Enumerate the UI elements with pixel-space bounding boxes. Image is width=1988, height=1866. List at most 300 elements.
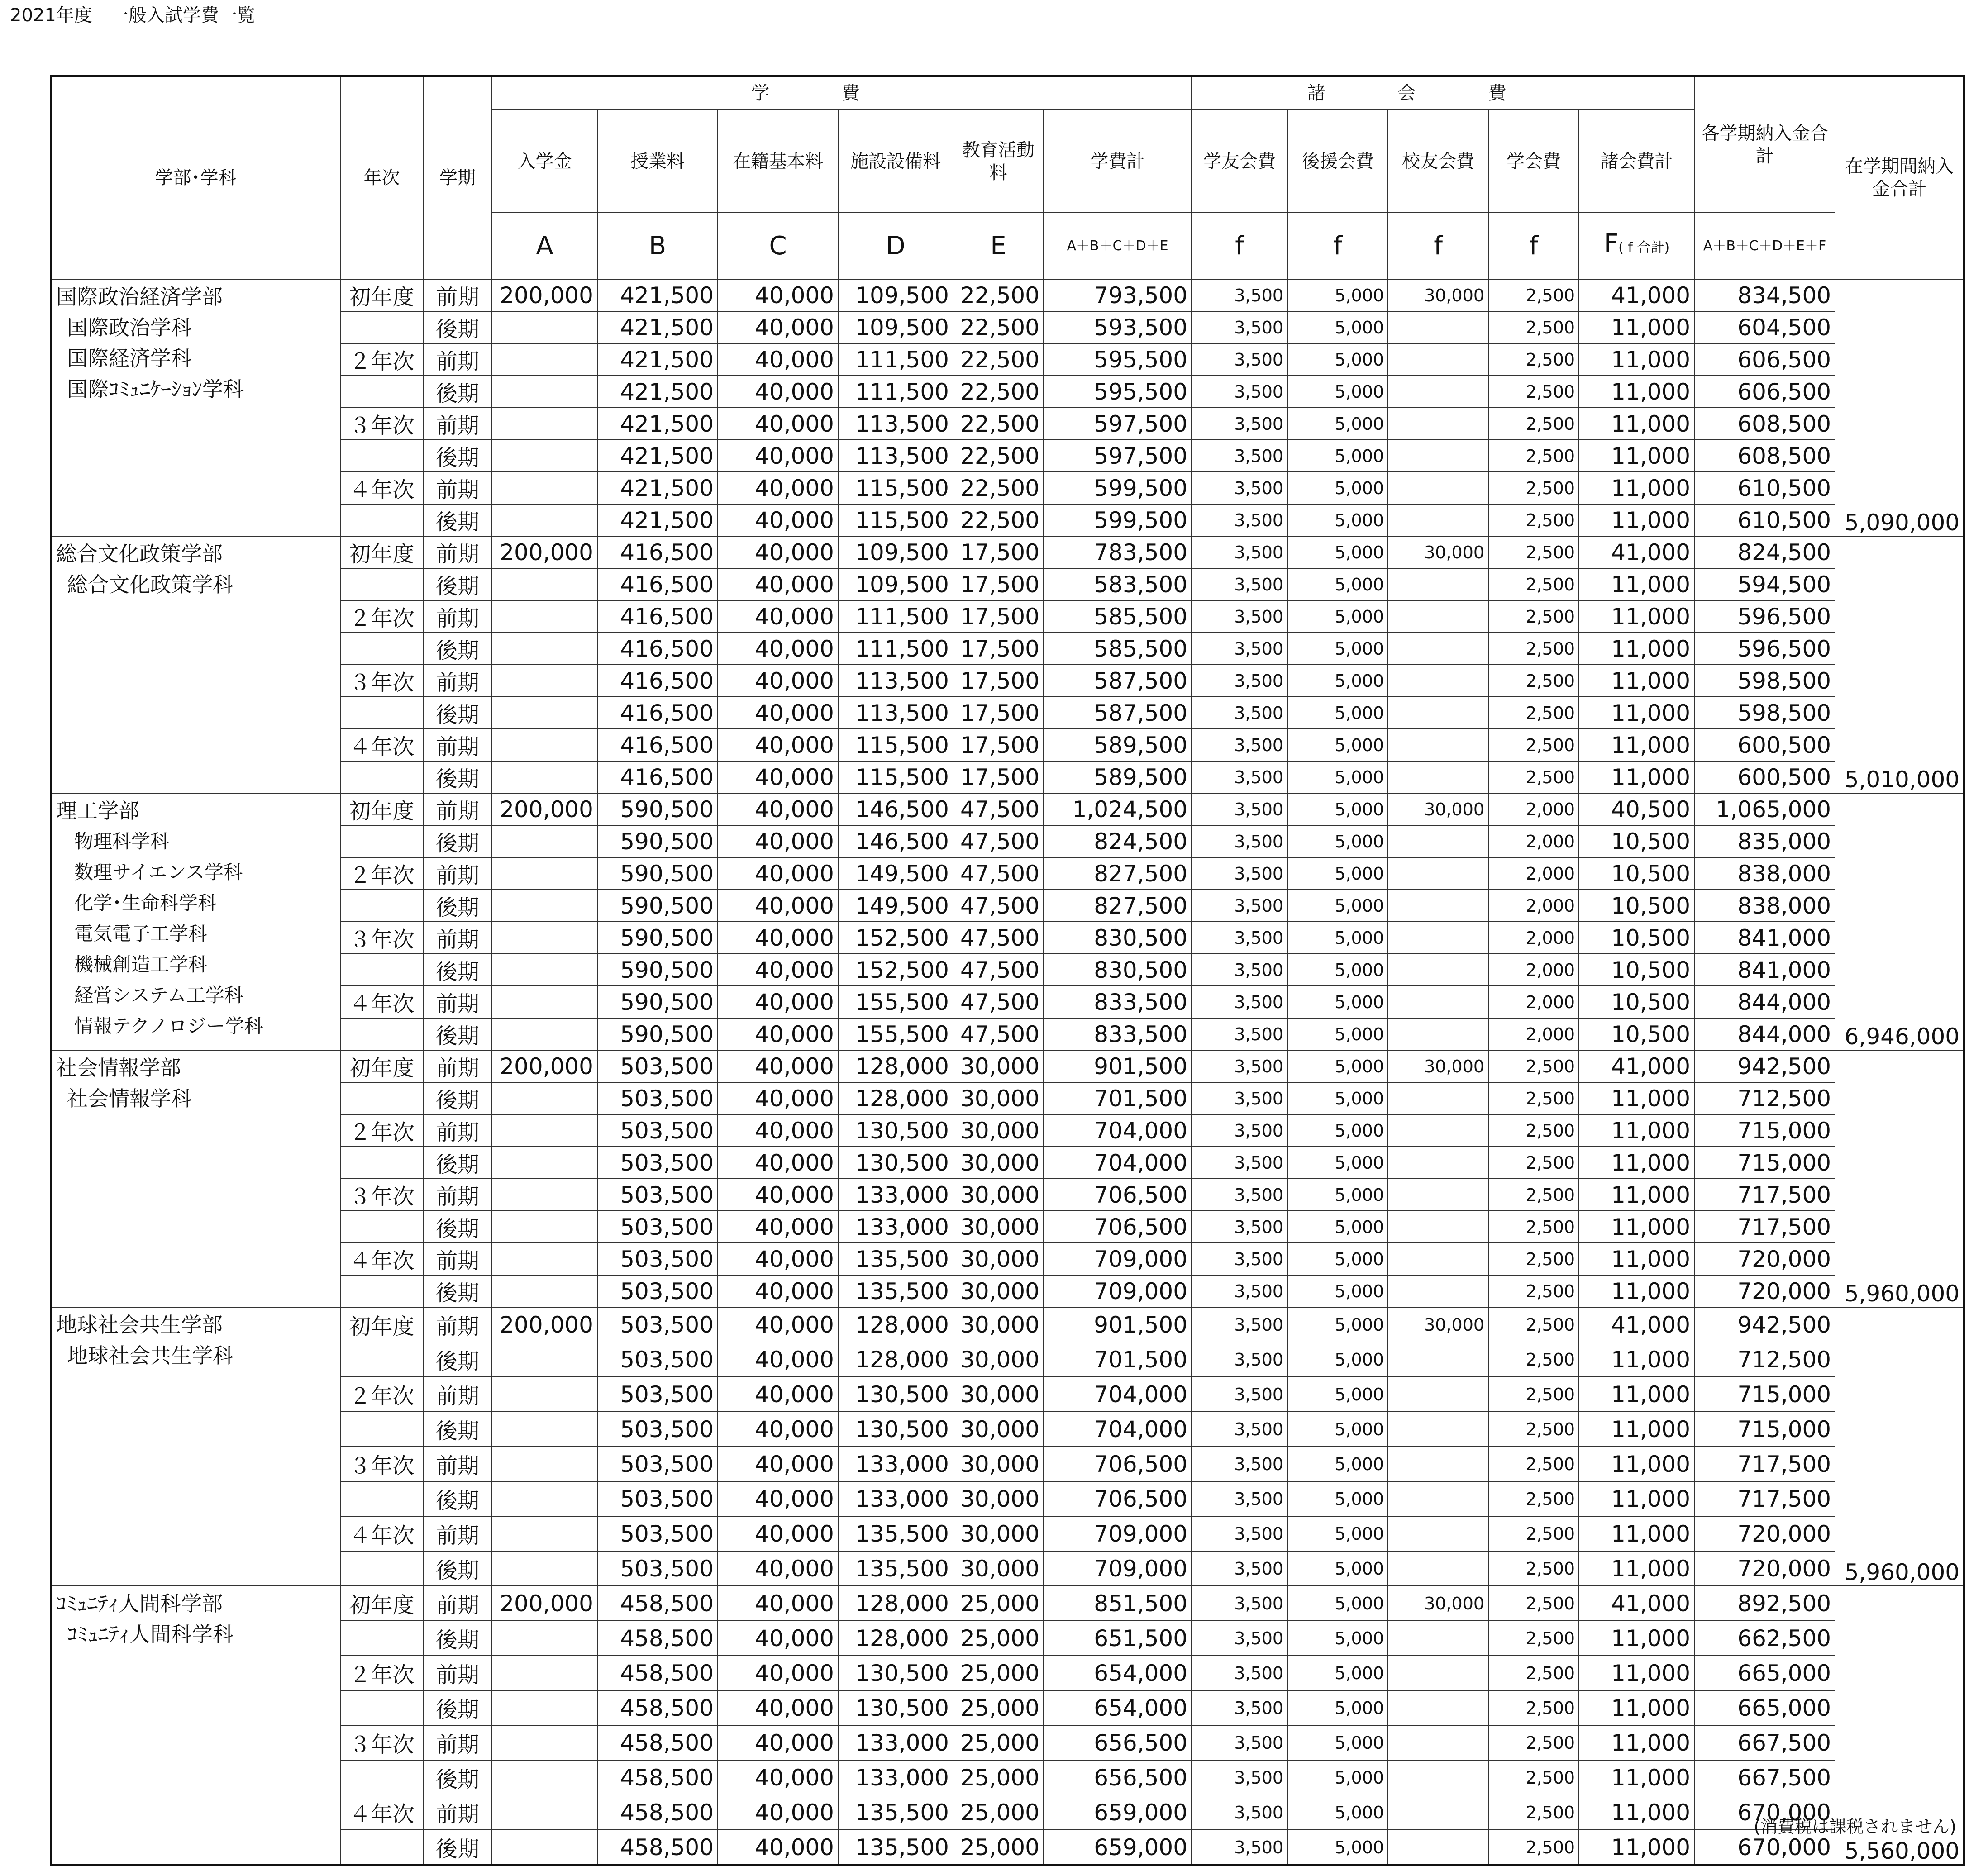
enroll-cell: 40,000 bbox=[718, 1795, 838, 1830]
support-assoc-cell: 5,000 bbox=[1287, 536, 1388, 568]
academic-cell: 2,500 bbox=[1488, 1551, 1579, 1586]
sem-total-cell: 844,000 bbox=[1694, 1018, 1835, 1050]
alumni-cell bbox=[1388, 1551, 1488, 1586]
semester-cell: 前期 bbox=[423, 665, 492, 697]
support-assoc-cell: 5,000 bbox=[1287, 472, 1388, 504]
year-cell bbox=[340, 440, 423, 472]
support-assoc-cell: 5,000 bbox=[1287, 311, 1388, 343]
tuition-total-cell: 585,500 bbox=[1044, 600, 1192, 633]
semester-cell: 後期 bbox=[423, 1082, 492, 1114]
facility-cell: 128,000 bbox=[838, 1342, 953, 1377]
student-assoc-cell: 3,500 bbox=[1192, 1481, 1287, 1516]
support-assoc-cell: 5,000 bbox=[1287, 440, 1388, 472]
entrance-cell bbox=[492, 1725, 597, 1760]
year-cell bbox=[340, 633, 423, 665]
student-assoc-cell: 3,500 bbox=[1192, 1082, 1287, 1114]
semester-cell: 前期 bbox=[423, 1656, 492, 1690]
alumni-cell bbox=[1388, 1211, 1488, 1243]
sem-total-cell: 606,500 bbox=[1694, 376, 1835, 408]
faculty-name: 国際政治経済学部 bbox=[56, 285, 223, 309]
student-assoc-cell: 3,500 bbox=[1192, 279, 1287, 311]
alumni-cell: 30,000 bbox=[1388, 279, 1488, 311]
sem-total-cell: 665,000 bbox=[1694, 1690, 1835, 1725]
enroll-cell: 40,000 bbox=[718, 408, 838, 440]
fee-table bbox=[50, 75, 1965, 1866]
semester-cell: 前期 bbox=[423, 1447, 492, 1481]
tuition-total-cell: 901,500 bbox=[1044, 1307, 1192, 1342]
edu-cell: 25,000 bbox=[953, 1656, 1044, 1690]
entrance-cell bbox=[492, 761, 597, 793]
facility-cell: 111,500 bbox=[838, 343, 953, 376]
tuition-cell: 503,500 bbox=[597, 1114, 718, 1147]
department-name: 機械創造工学科 bbox=[74, 953, 208, 976]
sem-total-cell: 841,000 bbox=[1694, 954, 1835, 986]
semester-cell: 前期 bbox=[423, 1586, 492, 1621]
entrance-cell bbox=[492, 1412, 597, 1447]
entrance-cell bbox=[492, 1656, 597, 1690]
entrance-cell bbox=[492, 922, 597, 954]
sem-total-cell: 610,500 bbox=[1694, 472, 1835, 504]
alumni-cell bbox=[1388, 1147, 1488, 1179]
alumni-cell bbox=[1388, 568, 1488, 600]
alumni-cell bbox=[1388, 697, 1488, 729]
all-period-total-cell: 5,010,000 bbox=[1835, 536, 1964, 793]
semester-cell: 後期 bbox=[423, 1018, 492, 1050]
edu-cell: 47,500 bbox=[953, 986, 1044, 1018]
enroll-cell: 40,000 bbox=[718, 761, 838, 793]
edu-cell: 25,000 bbox=[953, 1760, 1044, 1795]
tuition-cell: 458,500 bbox=[597, 1621, 718, 1656]
enroll-cell: 40,000 bbox=[718, 825, 838, 857]
support-assoc-cell: 5,000 bbox=[1287, 890, 1388, 922]
support-assoc-cell: 5,000 bbox=[1287, 1114, 1388, 1147]
tuition-total-cell: 656,500 bbox=[1044, 1725, 1192, 1760]
academic-cell: 2,500 bbox=[1488, 376, 1579, 408]
assoc-total-cell: 11,000 bbox=[1579, 1516, 1694, 1551]
student-assoc-cell: 3,500 bbox=[1192, 633, 1287, 665]
code-total: A＋B＋C＋D＋E＋F bbox=[1694, 213, 1835, 279]
facility-cell: 111,500 bbox=[838, 633, 953, 665]
code-F-letter: F bbox=[1603, 229, 1619, 258]
year-cell: ３年次 bbox=[340, 665, 423, 697]
year-cell: 初年度 bbox=[340, 793, 423, 825]
semester-cell: 後期 bbox=[423, 1551, 492, 1586]
year-cell: 初年度 bbox=[340, 1586, 423, 1621]
entrance-cell: 200,000 bbox=[492, 279, 597, 311]
table-row bbox=[51, 1307, 1964, 1342]
entrance-cell bbox=[492, 890, 597, 922]
edu-cell: 17,500 bbox=[953, 600, 1044, 633]
tuition-total-cell: 597,500 bbox=[1044, 408, 1192, 440]
facility-cell: 113,500 bbox=[838, 665, 953, 697]
assoc-total-cell: 11,000 bbox=[1579, 504, 1694, 536]
assoc-total-cell: 41,000 bbox=[1579, 1050, 1694, 1082]
enroll-cell: 40,000 bbox=[718, 793, 838, 825]
assoc-total-cell: 11,000 bbox=[1579, 1243, 1694, 1275]
tuition-total-cell: 659,000 bbox=[1044, 1830, 1192, 1865]
facility-cell: 109,500 bbox=[838, 536, 953, 568]
edu-cell: 30,000 bbox=[953, 1050, 1044, 1082]
tuition-cell: 421,500 bbox=[597, 504, 718, 536]
enroll-cell: 40,000 bbox=[718, 1018, 838, 1050]
assoc-total-cell: 11,000 bbox=[1579, 1377, 1694, 1412]
alumni-cell bbox=[1388, 1412, 1488, 1447]
support-assoc-cell: 5,000 bbox=[1287, 1377, 1388, 1412]
tuition-total-cell: 595,500 bbox=[1044, 343, 1192, 376]
year-cell bbox=[340, 568, 423, 600]
facility-cell: 130,500 bbox=[838, 1114, 953, 1147]
assoc-total-cell: 10,500 bbox=[1579, 986, 1694, 1018]
entrance-cell: 200,000 bbox=[492, 1307, 597, 1342]
facility-cell: 128,000 bbox=[838, 1621, 953, 1656]
assoc-total-cell: 41,000 bbox=[1579, 536, 1694, 568]
assoc-total-cell: 11,000 bbox=[1579, 1551, 1694, 1586]
student-assoc-cell: 3,500 bbox=[1192, 729, 1287, 761]
academic-cell: 2,500 bbox=[1488, 600, 1579, 633]
semester-cell: 後期 bbox=[423, 1481, 492, 1516]
semester-cell: 後期 bbox=[423, 1830, 492, 1865]
sem-total-cell: 600,500 bbox=[1694, 761, 1835, 793]
facility-cell: 135,500 bbox=[838, 1830, 953, 1865]
tuition-total-cell: 654,000 bbox=[1044, 1656, 1192, 1690]
assoc-total-cell: 11,000 bbox=[1579, 1342, 1694, 1377]
student-assoc-cell: 3,500 bbox=[1192, 890, 1287, 922]
tuition-cell: 503,500 bbox=[597, 1147, 718, 1179]
alumni-cell: 30,000 bbox=[1388, 536, 1488, 568]
academic-cell: 2,000 bbox=[1488, 890, 1579, 922]
facility-cell: 135,500 bbox=[838, 1551, 953, 1586]
edu-cell: 17,500 bbox=[953, 761, 1044, 793]
header-semester: 学期 bbox=[423, 76, 492, 279]
sem-total-cell: 670,000 bbox=[1694, 1795, 1835, 1830]
academic-cell: 2,500 bbox=[1488, 1082, 1579, 1114]
assoc-total-cell: 11,000 bbox=[1579, 408, 1694, 440]
support-assoc-cell: 5,000 bbox=[1287, 697, 1388, 729]
edu-cell: 30,000 bbox=[953, 1307, 1044, 1342]
entrance-cell bbox=[492, 1114, 597, 1147]
assoc-total-cell: 11,000 bbox=[1579, 761, 1694, 793]
facility-cell: 109,500 bbox=[838, 279, 953, 311]
sem-total-cell: 720,000 bbox=[1694, 1275, 1835, 1307]
tuition-cell: 503,500 bbox=[597, 1481, 718, 1516]
tuition-total-cell: 595,500 bbox=[1044, 376, 1192, 408]
tuition-cell: 503,500 bbox=[597, 1211, 718, 1243]
student-assoc-cell: 3,500 bbox=[1192, 922, 1287, 954]
tuition-cell: 421,500 bbox=[597, 376, 718, 408]
tuition-total-cell: 706,500 bbox=[1044, 1211, 1192, 1243]
academic-cell: 2,000 bbox=[1488, 922, 1579, 954]
sem-total-cell: 717,500 bbox=[1694, 1447, 1835, 1481]
tuition-cell: 503,500 bbox=[597, 1050, 718, 1082]
assoc-total-cell: 11,000 bbox=[1579, 1481, 1694, 1516]
entrance-cell bbox=[492, 1830, 597, 1865]
dept-cell bbox=[51, 1307, 340, 1586]
support-assoc-cell: 5,000 bbox=[1287, 857, 1388, 890]
dept-cell bbox=[51, 536, 340, 793]
semester-cell: 後期 bbox=[423, 1342, 492, 1377]
academic-cell: 2,500 bbox=[1488, 729, 1579, 761]
support-assoc-cell: 5,000 bbox=[1287, 1342, 1388, 1377]
year-cell: 初年度 bbox=[340, 279, 423, 311]
academic-cell: 2,500 bbox=[1488, 665, 1579, 697]
edu-cell: 17,500 bbox=[953, 665, 1044, 697]
student-assoc-cell: 3,500 bbox=[1192, 408, 1287, 440]
student-assoc-cell: 3,500 bbox=[1192, 1586, 1287, 1621]
academic-cell: 2,500 bbox=[1488, 536, 1579, 568]
department-name: ｺﾐｭﾆﾃｨ人間科学科 bbox=[67, 1622, 234, 1647]
year-cell bbox=[340, 504, 423, 536]
header-all-total: 在学期間納入金合計 bbox=[1835, 76, 1964, 279]
facility-cell: 115,500 bbox=[838, 504, 953, 536]
student-assoc-cell: 3,500 bbox=[1192, 793, 1287, 825]
entrance-cell bbox=[492, 311, 597, 343]
facility-cell: 133,000 bbox=[838, 1211, 953, 1243]
support-assoc-cell: 5,000 bbox=[1287, 1179, 1388, 1211]
alumni-cell bbox=[1388, 1621, 1488, 1656]
assoc-total-cell: 11,000 bbox=[1579, 633, 1694, 665]
sem-total-cell: 942,500 bbox=[1694, 1050, 1835, 1082]
support-assoc-cell: 5,000 bbox=[1287, 793, 1388, 825]
assoc-total-cell: 11,000 bbox=[1579, 440, 1694, 472]
tuition-total-cell: 851,500 bbox=[1044, 1586, 1192, 1621]
faculty-name: 総合文化政策学部 bbox=[56, 542, 223, 566]
enroll-cell: 40,000 bbox=[718, 1656, 838, 1690]
tuition-cell: 416,500 bbox=[597, 761, 718, 793]
enroll-cell: 40,000 bbox=[718, 1342, 838, 1377]
sem-total-cell: 838,000 bbox=[1694, 857, 1835, 890]
sem-total-cell: 841,000 bbox=[1694, 922, 1835, 954]
code-sum: A＋B＋C＋D＋E bbox=[1044, 213, 1192, 279]
alumni-cell bbox=[1388, 1481, 1488, 1516]
enroll-cell: 40,000 bbox=[718, 1760, 838, 1795]
sem-total-cell: 720,000 bbox=[1694, 1516, 1835, 1551]
year-cell bbox=[340, 761, 423, 793]
alumni-cell bbox=[1388, 986, 1488, 1018]
support-assoc-cell: 5,000 bbox=[1287, 825, 1388, 857]
edu-cell: 30,000 bbox=[953, 1447, 1044, 1481]
semester-cell: 後期 bbox=[423, 1621, 492, 1656]
semester-cell: 前期 bbox=[423, 793, 492, 825]
semester-cell: 後期 bbox=[423, 440, 492, 472]
enroll-cell: 40,000 bbox=[718, 1050, 838, 1082]
support-assoc-cell: 5,000 bbox=[1287, 1481, 1388, 1516]
support-assoc-cell: 5,000 bbox=[1287, 279, 1388, 311]
dept-cell bbox=[51, 1050, 340, 1307]
academic-cell: 2,500 bbox=[1488, 1795, 1579, 1830]
assoc-total-cell: 11,000 bbox=[1579, 1114, 1694, 1147]
academic-cell: 2,500 bbox=[1488, 1447, 1579, 1481]
edu-cell: 30,000 bbox=[953, 1147, 1044, 1179]
assoc-total-cell: 11,000 bbox=[1579, 1147, 1694, 1179]
entrance-cell bbox=[492, 1551, 597, 1586]
tuition-cell: 590,500 bbox=[597, 857, 718, 890]
enroll-cell: 40,000 bbox=[718, 1830, 838, 1865]
year-cell bbox=[340, 825, 423, 857]
tuition-total-cell: 706,500 bbox=[1044, 1481, 1192, 1516]
enroll-cell: 40,000 bbox=[718, 1586, 838, 1621]
semester-cell: 前期 bbox=[423, 1516, 492, 1551]
edu-cell: 22,500 bbox=[953, 279, 1044, 311]
assoc-total-cell: 11,000 bbox=[1579, 697, 1694, 729]
dept-cell bbox=[51, 1586, 340, 1865]
academic-cell: 2,500 bbox=[1488, 1830, 1579, 1865]
faculty-group bbox=[51, 279, 1964, 536]
sem-total-cell: 667,500 bbox=[1694, 1760, 1835, 1795]
semester-cell: 前期 bbox=[423, 472, 492, 504]
support-assoc-cell: 5,000 bbox=[1287, 1018, 1388, 1050]
entrance-cell: 200,000 bbox=[492, 793, 597, 825]
student-assoc-cell: 3,500 bbox=[1192, 857, 1287, 890]
facility-cell: 111,500 bbox=[838, 376, 953, 408]
academic-cell: 2,500 bbox=[1488, 408, 1579, 440]
alumni-cell bbox=[1388, 1018, 1488, 1050]
semester-cell: 後期 bbox=[423, 1412, 492, 1447]
assoc-total-cell: 11,000 bbox=[1579, 1082, 1694, 1114]
semester-cell: 前期 bbox=[423, 857, 492, 890]
sem-total-cell: 715,000 bbox=[1694, 1377, 1835, 1412]
assoc-total-cell: 11,000 bbox=[1579, 1795, 1694, 1830]
header-entrance: 入学金 bbox=[492, 110, 597, 213]
sem-total-cell: 715,000 bbox=[1694, 1412, 1835, 1447]
sem-total-cell: 715,000 bbox=[1694, 1114, 1835, 1147]
year-cell: ３年次 bbox=[340, 922, 423, 954]
entrance-cell: 200,000 bbox=[492, 1050, 597, 1082]
semester-cell: 後期 bbox=[423, 311, 492, 343]
tuition-total-cell: 654,000 bbox=[1044, 1690, 1192, 1725]
assoc-total-cell: 11,000 bbox=[1579, 472, 1694, 504]
entrance-cell bbox=[492, 1082, 597, 1114]
student-assoc-cell: 3,500 bbox=[1192, 1342, 1287, 1377]
department-name: 総合文化政策学科 bbox=[67, 572, 234, 597]
faculty-name: ｺﾐｭﾆﾃｨ人間科学部 bbox=[56, 1591, 223, 1616]
enroll-cell: 40,000 bbox=[718, 1179, 838, 1211]
alumni-cell bbox=[1388, 1830, 1488, 1865]
edu-cell: 22,500 bbox=[953, 472, 1044, 504]
dept-cell bbox=[51, 279, 340, 536]
support-assoc-cell: 5,000 bbox=[1287, 1760, 1388, 1795]
tuition-total-cell: 704,000 bbox=[1044, 1412, 1192, 1447]
student-assoc-cell: 3,500 bbox=[1192, 1243, 1287, 1275]
student-assoc-cell: 3,500 bbox=[1192, 1690, 1287, 1725]
sem-total-cell: 712,500 bbox=[1694, 1082, 1835, 1114]
edu-cell: 47,500 bbox=[953, 954, 1044, 986]
year-cell: ４年次 bbox=[340, 729, 423, 761]
entrance-cell bbox=[492, 440, 597, 472]
support-assoc-cell: 5,000 bbox=[1287, 1690, 1388, 1725]
facility-cell: 128,000 bbox=[838, 1307, 953, 1342]
enroll-cell: 40,000 bbox=[718, 600, 838, 633]
academic-cell: 2,500 bbox=[1488, 1586, 1579, 1621]
tuition-cell: 458,500 bbox=[597, 1830, 718, 1865]
support-assoc-cell: 5,000 bbox=[1287, 1307, 1388, 1342]
department-name: 物理科学科 bbox=[74, 830, 170, 852]
academic-cell: 2,500 bbox=[1488, 1275, 1579, 1307]
entrance-cell bbox=[492, 376, 597, 408]
student-assoc-cell: 3,500 bbox=[1192, 1179, 1287, 1211]
alumni-cell bbox=[1388, 376, 1488, 408]
student-assoc-cell: 3,500 bbox=[1192, 440, 1287, 472]
student-assoc-cell: 3,500 bbox=[1192, 825, 1287, 857]
code-f4: f bbox=[1488, 213, 1579, 279]
year-cell bbox=[340, 1342, 423, 1377]
support-assoc-cell: 5,000 bbox=[1287, 986, 1388, 1018]
year-cell: ２年次 bbox=[340, 343, 423, 376]
tuition-total-cell: 901,500 bbox=[1044, 1050, 1192, 1082]
entrance-cell bbox=[492, 1179, 597, 1211]
academic-cell: 2,500 bbox=[1488, 1050, 1579, 1082]
student-assoc-cell: 3,500 bbox=[1192, 1114, 1287, 1147]
facility-cell: 113,500 bbox=[838, 408, 953, 440]
tuition-cell: 503,500 bbox=[597, 1275, 718, 1307]
support-assoc-cell: 5,000 bbox=[1287, 922, 1388, 954]
tuition-total-cell: 830,500 bbox=[1044, 954, 1192, 986]
tuition-cell: 416,500 bbox=[597, 633, 718, 665]
semester-cell: 後期 bbox=[423, 1760, 492, 1795]
sem-total-cell: 596,500 bbox=[1694, 633, 1835, 665]
assoc-total-cell: 11,000 bbox=[1579, 1690, 1694, 1725]
tuition-total-cell: 597,500 bbox=[1044, 440, 1192, 472]
alumni-cell bbox=[1388, 1179, 1488, 1211]
tuition-total-cell: 659,000 bbox=[1044, 1795, 1192, 1830]
student-assoc-cell: 3,500 bbox=[1192, 1050, 1287, 1082]
alumni-cell bbox=[1388, 1725, 1488, 1760]
enroll-cell: 40,000 bbox=[718, 536, 838, 568]
header-year: 年次 bbox=[340, 76, 423, 279]
assoc-total-cell: 10,500 bbox=[1579, 954, 1694, 986]
enroll-cell: 40,000 bbox=[718, 890, 838, 922]
tuition-cell: 421,500 bbox=[597, 279, 718, 311]
year-cell: ４年次 bbox=[340, 1243, 423, 1275]
semester-cell: 後期 bbox=[423, 633, 492, 665]
year-cell: 初年度 bbox=[340, 536, 423, 568]
department-name: 電気電子工学科 bbox=[74, 923, 208, 945]
assoc-total-cell: 41,000 bbox=[1579, 1307, 1694, 1342]
academic-cell: 2,500 bbox=[1488, 1760, 1579, 1795]
enroll-cell: 40,000 bbox=[718, 376, 838, 408]
code-d: D bbox=[838, 213, 953, 279]
tuition-total-cell: 593,500 bbox=[1044, 311, 1192, 343]
tuition-total-cell: 1,024,500 bbox=[1044, 793, 1192, 825]
entrance-cell: 200,000 bbox=[492, 536, 597, 568]
facility-cell: 133,000 bbox=[838, 1179, 953, 1211]
assoc-total-cell: 41,000 bbox=[1579, 279, 1694, 311]
assoc-total-cell: 10,500 bbox=[1579, 890, 1694, 922]
facility-cell: 111,500 bbox=[838, 600, 953, 633]
student-assoc-cell: 3,500 bbox=[1192, 1307, 1287, 1342]
year-cell bbox=[340, 1621, 423, 1656]
student-assoc-cell: 3,500 bbox=[1192, 1830, 1287, 1865]
entrance-cell bbox=[492, 568, 597, 600]
edu-cell: 47,500 bbox=[953, 793, 1044, 825]
sem-total-cell: 662,500 bbox=[1694, 1621, 1835, 1656]
year-cell bbox=[340, 1412, 423, 1447]
assoc-total-cell: 11,000 bbox=[1579, 600, 1694, 633]
year-cell: 初年度 bbox=[340, 1307, 423, 1342]
all-period-total-cell: 6,946,000 bbox=[1835, 793, 1964, 1050]
assoc-total-cell: 11,000 bbox=[1579, 1275, 1694, 1307]
academic-cell: 2,500 bbox=[1488, 633, 1579, 665]
year-cell: ３年次 bbox=[340, 408, 423, 440]
entrance-cell bbox=[492, 1147, 597, 1179]
year-cell: ２年次 bbox=[340, 600, 423, 633]
enroll-cell: 40,000 bbox=[718, 1275, 838, 1307]
edu-cell: 17,500 bbox=[953, 536, 1044, 568]
enroll-cell: 40,000 bbox=[718, 857, 838, 890]
student-assoc-cell: 3,500 bbox=[1192, 1211, 1287, 1243]
header-enroll: 在籍基本料 bbox=[718, 110, 838, 213]
table-row bbox=[51, 793, 1964, 825]
faculty-name: 地球社会共生学部 bbox=[56, 1313, 223, 1337]
